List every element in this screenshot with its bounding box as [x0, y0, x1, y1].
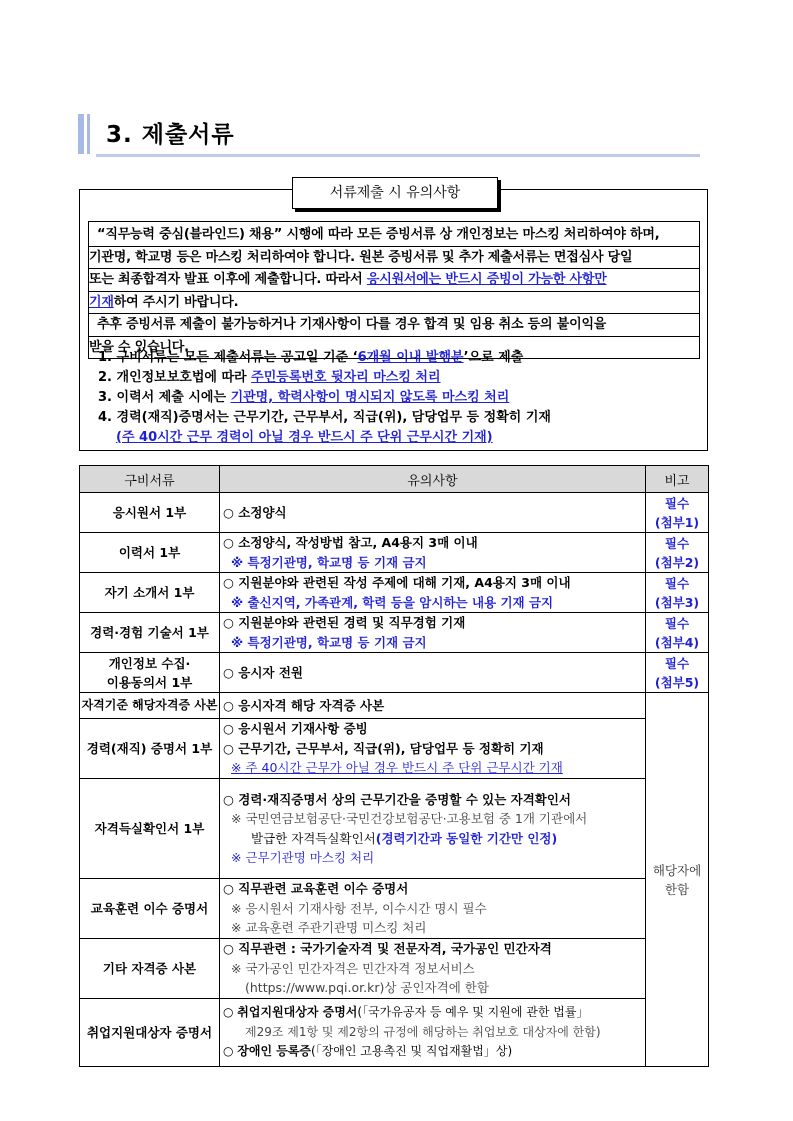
doc-note [646, 573, 709, 613]
notice-para1-line4 [89, 292, 699, 315]
table-row [80, 939, 709, 999]
notice-list [98, 348, 698, 448]
content-line: ※ 특정기관명, 학교명 등 기재 금지 [231, 634, 427, 650]
doc-name-line: 경력·경험 기술서 1부 [90, 625, 209, 640]
content-line: ※ 주 40시간 근무가 아닐 경우 반드시 주 단위 근무시간 기재 [231, 760, 563, 776]
notice-para1-line3 [89, 269, 699, 292]
item-emphasis: 주민등록번호 뒷자리 마스킹 처리 [251, 370, 441, 385]
doc-name [80, 573, 220, 613]
doc-note [646, 653, 709, 693]
content-line: ○ 직무관련 교육훈련 이수 증명서 [223, 881, 409, 897]
doc-name [80, 613, 220, 653]
item-text: 4. 경력(재직)증명서는 근무기간, 근무부서, 직급(위), 담당업무 등 정확히 기재 [98, 410, 551, 425]
table-row [80, 573, 709, 613]
doc-name [80, 693, 220, 719]
table-row [80, 879, 709, 939]
notice-emphasis: 응시원서에는 반드시 증빙이 가능한 사항만 [366, 272, 607, 287]
notice-para2-line2: 받을 수 있습니다. [89, 339, 189, 355]
doc-name-line: 응시원서 1부 [112, 505, 187, 520]
doc-note [646, 613, 709, 653]
content-line: ○ 소정양식 [223, 504, 287, 520]
doc-content [220, 779, 646, 879]
table-header-row [80, 466, 709, 493]
note-line: 필수 [664, 535, 690, 551]
note-line: (첨부3) [654, 594, 700, 610]
note-line: (첨부5) [654, 674, 700, 690]
doc-content [220, 999, 646, 1067]
doc-name [80, 533, 220, 573]
table-row [80, 693, 709, 719]
notice-para1-line2: 기관명, 학교명 등은 마스킹 처리하여야 합니다. 원본 증빙서류 및 추가 제출서류는 면접심사 당일 [89, 247, 699, 270]
note-line: 필수 [664, 495, 690, 511]
content-line: ※ 특정기관명, 학교명 등 기재 금지 [231, 554, 427, 570]
doc-content [220, 533, 646, 573]
doc-content [220, 613, 646, 653]
notice-emphasis: 기재 [89, 294, 114, 310]
item-text: ’으로 제출 [463, 350, 524, 365]
content-line: ○ 응시자격 해당 자격증 사본 [223, 697, 385, 713]
table-row [80, 493, 709, 533]
heading-accent-bar [78, 114, 84, 154]
notice-list-item [98, 408, 698, 428]
notice-list-item [98, 388, 698, 408]
note-line: (첨부4) [654, 634, 700, 650]
notice-list-item [98, 368, 698, 388]
item-text: 1. 구비서류는 모든 제출서류는 공고일 기준 ‘ [98, 350, 358, 365]
item-emphasis: 기관명, 학력사항이 명시되지 않도록 마스킹 처리 [230, 390, 510, 405]
content-text: (「장애인 고용촉진 및 직업재활법」상) [311, 1044, 513, 1059]
doc-name [80, 939, 220, 999]
item-text: 3. 이력서 제출 시에는 [98, 390, 231, 405]
heading-accent-bar-thin [87, 114, 90, 154]
notice-box [79, 185, 708, 451]
doc-name [80, 879, 220, 939]
table-row [80, 779, 709, 879]
doc-note [646, 533, 709, 573]
content-line [223, 829, 642, 849]
doc-note [646, 493, 709, 533]
doc-name-line: 교육훈련 이수 증명서 [90, 901, 209, 916]
content-text: ○ [223, 1044, 238, 1059]
doc-content [220, 573, 646, 613]
doc-content [220, 653, 646, 693]
doc-note-shared [646, 693, 709, 1067]
content-line: ○ 소정양식, 작성방법 참고, A4용지 3매 이내 [223, 535, 478, 550]
content-line: ※ 응시원서 기재사항 전부, 이수시간 명시 필수 [231, 900, 487, 916]
doc-name [80, 719, 220, 779]
content-line: (https://www.pqi.or.kr)상 공인자격에 한함 [245, 980, 489, 996]
note-line: 필수 [664, 575, 690, 591]
content-emphasis: 장애인 등록증 [237, 1044, 312, 1059]
content-line: ※ 교육훈련 주관기관명 미스킹 처리 [231, 920, 427, 936]
doc-name [80, 999, 220, 1067]
table-row [80, 533, 709, 573]
notice-para1-line1: “직무능력 중심(블라인드) 채용” 시행에 따라 모든 증빙서류 상 개인정보는 마스킹 처리하여야 하며, [89, 224, 699, 247]
doc-name [80, 653, 220, 693]
content-line: ○ 응시원서 기재사항 증빙 [223, 721, 368, 737]
notice-list-item [98, 348, 698, 368]
content-line: 제29조 제1항 및 제2항의 규정에 해당하는 취업보호 대상자에 한함) [245, 1024, 601, 1039]
content-line [223, 1042, 642, 1062]
content-line: ○ 지원분야와 관련된 작성 주제에 대해 기재, A4용지 3매 이내 [223, 575, 571, 590]
doc-name-line: 자격기준 해당자격증 사본 [81, 698, 218, 712]
doc-content [220, 493, 646, 533]
note-line: 필수 [664, 615, 690, 631]
doc-content [220, 693, 646, 719]
required-documents-table [79, 465, 709, 1067]
notice-title: 서류제출 시 유의사항 [292, 177, 498, 209]
header-documents: 구비서류 [80, 466, 220, 493]
content-text: 발급한 자격득실확인서 [251, 830, 376, 846]
table-row [80, 999, 709, 1067]
note-line: 필수 [664, 655, 690, 671]
section-heading [78, 112, 700, 158]
content-line: ※ 근무기관명 마스킹 처리 [231, 850, 375, 865]
notice-text: 또는 최종합격자 발표 이후에 제출합니다. 따라서 [89, 272, 367, 287]
table-row [80, 719, 709, 779]
header-notes: 유의사항 [220, 466, 646, 493]
doc-name-line: 경력(재직) 증명서 1부 [86, 741, 213, 756]
note-line: (첨부1) [654, 514, 700, 530]
page-title: 3. 제출서류 [106, 122, 235, 148]
table-row [80, 613, 709, 653]
content-line: ○ 지원분야와 관련된 경력 및 직무경험 기재 [223, 615, 466, 630]
content-line: ※ 국민연금보험공단·국민건강보험공단·고용보험 중 1개 기관에서 [231, 811, 588, 826]
content-emphasis: 취업지원대상자 증명서 [237, 1005, 358, 1020]
doc-name-line: 자기 소개서 1부 [104, 585, 195, 600]
content-line: ○ 경력·재직증명서 상의 근무기간을 증명할 수 있는 자격확인서 [223, 791, 571, 807]
doc-name [80, 493, 220, 533]
doc-name-line: 취업지원대상자 증명서 [86, 1025, 213, 1040]
header-remarks: 비고 [646, 466, 709, 493]
content-line: ※ 국가공인 민간자격은 민간자격 정보서비스 [231, 960, 475, 976]
content-text: (「국가유공자 등 예우 및 지원에 관한 법률」 [357, 1005, 589, 1020]
content-text: ○ [223, 1005, 238, 1020]
heading-underline [96, 154, 700, 157]
notice-list-subitem: (주 40시간 근무 경력이 아닐 경우 반드시 주 단위 근무시간 기재) [116, 430, 493, 445]
doc-content [220, 939, 646, 999]
table-row [80, 653, 709, 693]
content-line: ○ 근무기간, 근무부서, 직급(위), 담당업무 등 정확히 기재 [223, 740, 544, 756]
note-line: (첨부2) [654, 554, 700, 570]
note-line: 한함 [664, 881, 690, 897]
content-line [223, 1003, 642, 1023]
notice-para2-line1: 추후 증빙서류 제출이 불가능하거나 기재사항이 다를 경우 합격 및 임용 취소 등의 불이익을 [89, 314, 699, 337]
content-line: ○ 직무관련 : 국가기술자격 및 전문자격, 국가공인 민간자격 [223, 941, 552, 957]
doc-name [80, 779, 220, 879]
doc-name-line: 자격득실확인서 1부 [94, 821, 205, 836]
doc-name-line: 이력서 1부 [118, 545, 181, 560]
note-line: 해당자에 [652, 862, 702, 878]
content-line: ※ 출신지역, 가족관계, 학력 등을 암시하는 내용 기재 금지 [231, 594, 554, 610]
item-text: 2. 개인정보보호법에 따라 [98, 370, 252, 385]
notice-text: 하여 주시기 바랍니다. [113, 294, 239, 310]
doc-name-line: 개인정보 수집· [108, 655, 191, 671]
doc-content [220, 879, 646, 939]
content-emphasis: (경력기간과 동일한 기간만 인정) [375, 830, 558, 846]
notice-main-text [88, 221, 700, 359]
content-line: ○ 응시자 전원 [223, 664, 303, 680]
item-emphasis: 6개월 이내 발행분 [357, 350, 464, 365]
doc-name-line: 이용동의서 1부 [106, 674, 193, 690]
doc-content [220, 719, 646, 779]
doc-name-line: 기타 자격증 사본 [102, 961, 197, 976]
